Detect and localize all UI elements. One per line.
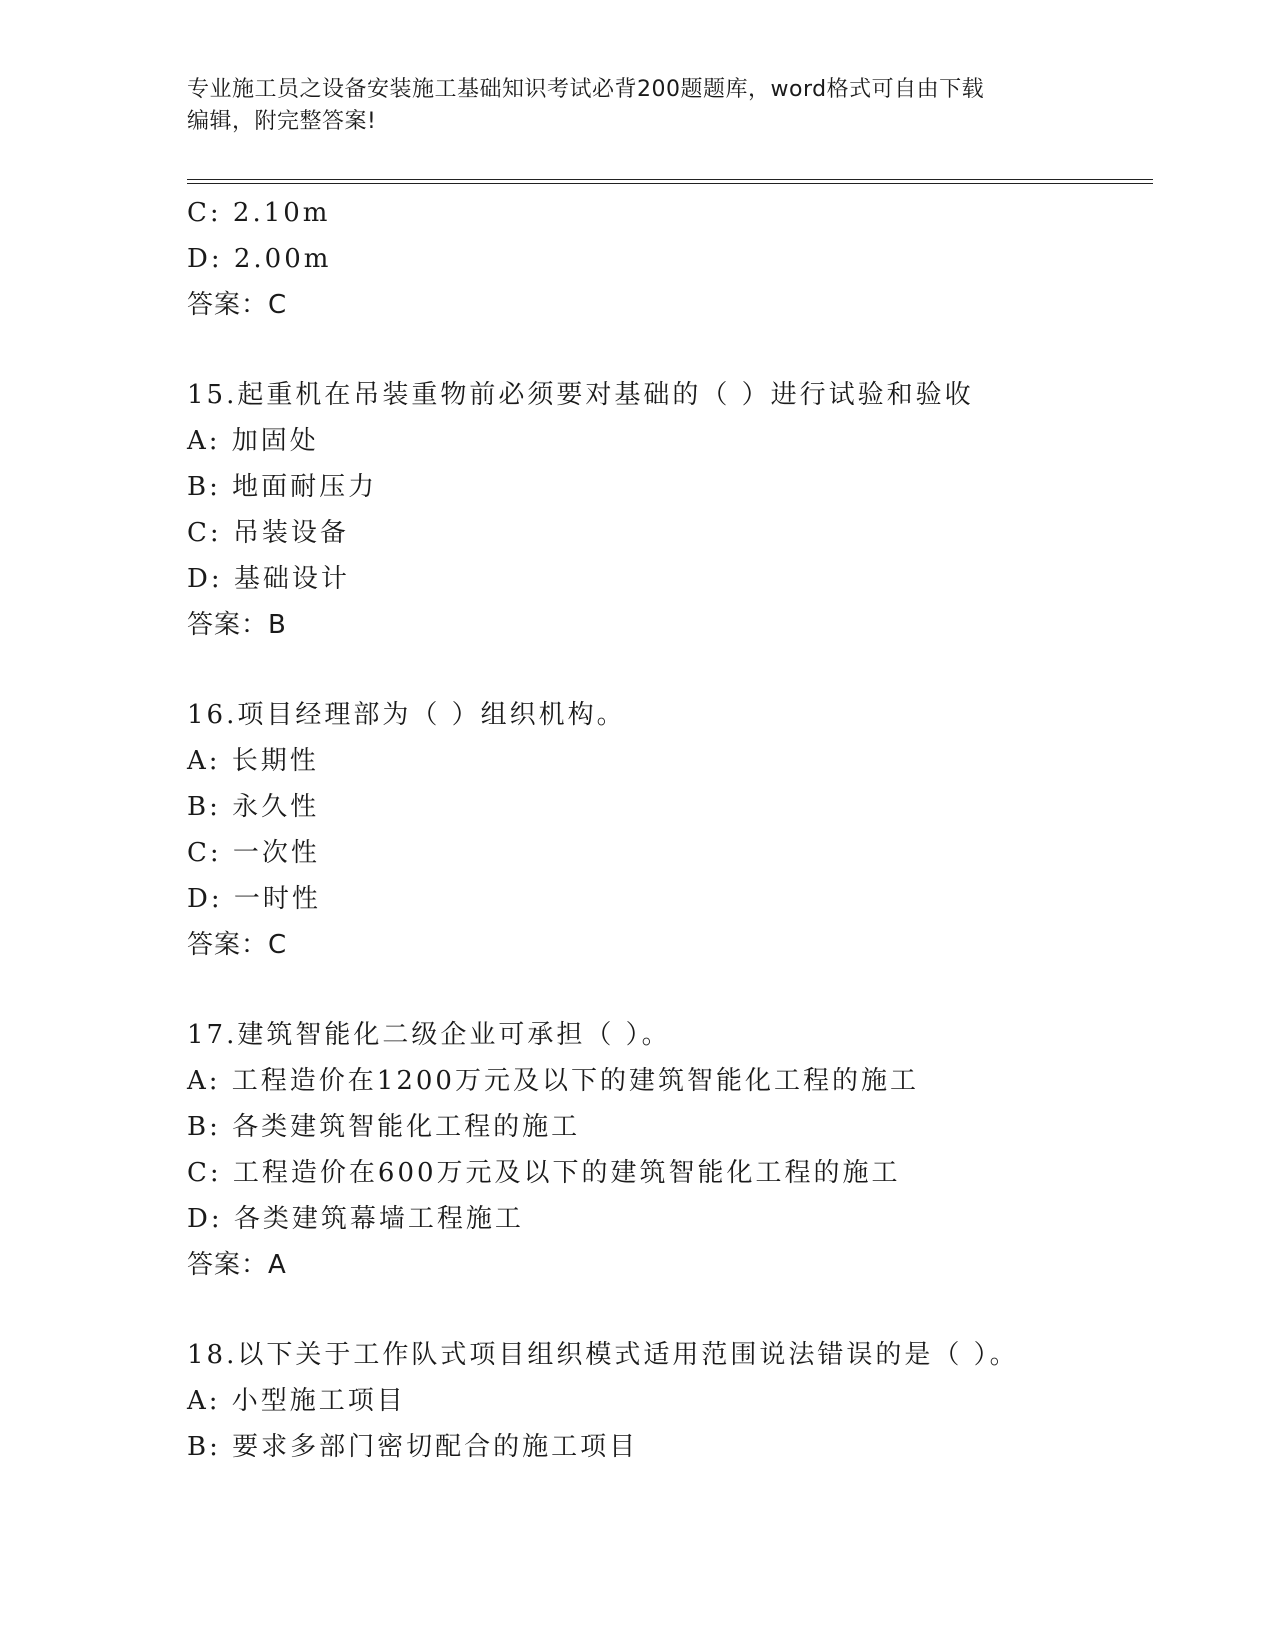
question-text: 15.起重机在吊装重物前必须要对基础的（ ）进行试验和验收	[187, 380, 974, 410]
spacer	[187, 968, 1153, 1012]
option-a: A: 小型施工项目	[187, 1386, 406, 1416]
option-c: C: 一次性	[187, 838, 320, 868]
question-list	[187, 190, 1153, 1470]
option-b: B: 各类建筑智能化工程的施工	[187, 1112, 581, 1142]
header-title-line-1: 专业施工员之设备安装施工基础知识考试必背200题题库，word格式可自由下载	[187, 77, 985, 102]
header-divider-bottom	[187, 183, 1153, 184]
option-b: B: 要求多部门密切配合的施工项目	[187, 1432, 639, 1462]
spacer	[187, 1288, 1153, 1332]
option-c: C: 工程造价在600万元及以下的建筑智能化工程的施工	[187, 1158, 901, 1188]
answer: 答案：C	[187, 290, 288, 320]
question-text: 18.以下关于工作队式项目组织模式适用范围说法错误的是（ ）。	[187, 1340, 1019, 1370]
option-a: A: 加固处	[187, 426, 319, 456]
option-c: C: 吊装设备	[187, 518, 349, 548]
question-block-15	[187, 372, 1153, 648]
document-header	[187, 74, 1087, 138]
header-divider-top	[187, 179, 1153, 180]
option-d: D: 各类建筑幕墙工程施工	[187, 1204, 524, 1234]
option-a: A: 长期性	[187, 746, 319, 776]
question-block-18	[187, 1332, 1153, 1470]
question-block-16	[187, 692, 1153, 968]
option-d: D: 一时性	[187, 884, 321, 914]
answer: 答案：B	[187, 610, 287, 640]
option-b: B: 永久性	[187, 792, 320, 822]
answer: 答案：A	[187, 1250, 287, 1280]
question-block-17	[187, 1012, 1153, 1288]
question-text: 17.建筑智能化二级企业可承担（ ）。	[187, 1020, 671, 1050]
option-b: B: 地面耐压力	[187, 472, 378, 502]
question-text: 16.项目经理部为（ ）组织机构。	[187, 700, 626, 730]
option-c: C: 2.10m	[187, 198, 331, 228]
option-a: A: 工程造价在1200万元及以下的建筑智能化工程的施工	[187, 1066, 919, 1096]
option-d: D: 2.00m	[187, 244, 332, 274]
question-block-prev	[187, 190, 1153, 328]
answer: 答案：C	[187, 930, 288, 960]
spacer	[187, 328, 1153, 372]
spacer	[187, 648, 1153, 692]
header-title-line-2: 编辑，附完整答案!	[187, 109, 377, 134]
option-d: D: 基础设计	[187, 564, 350, 594]
